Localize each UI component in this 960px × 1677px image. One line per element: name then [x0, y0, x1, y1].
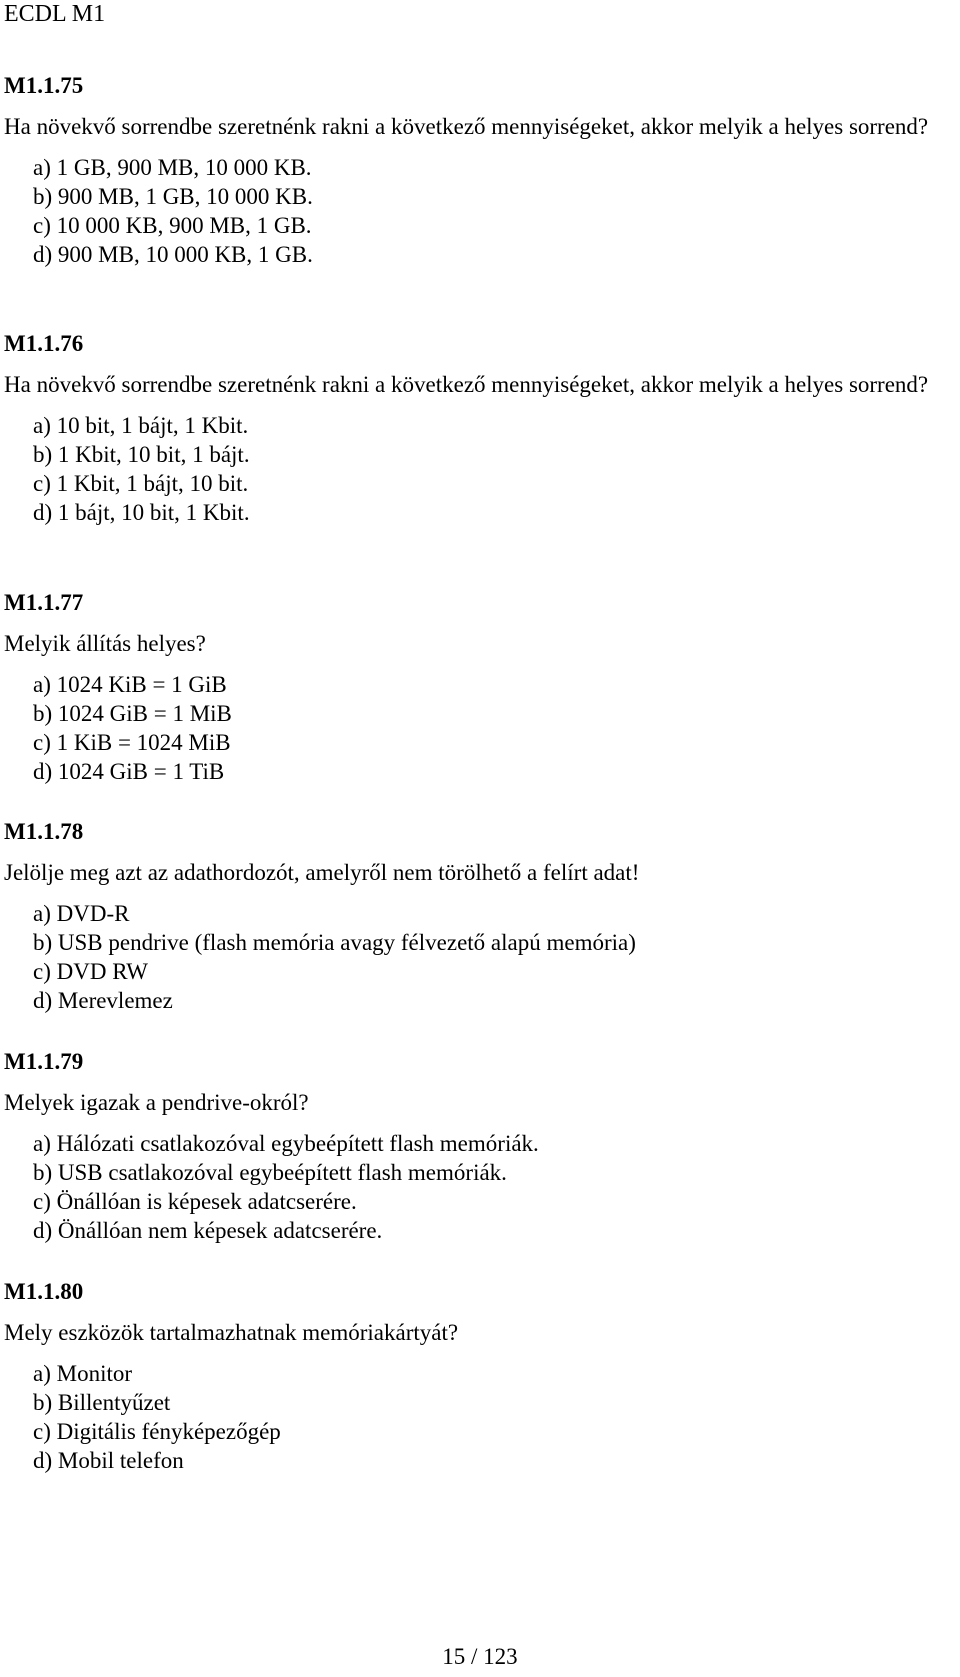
- answer-options: [4, 899, 956, 1015]
- answer-option: b) USB pendrive (flash memória avagy félvezető alapú memória): [33, 930, 636, 955]
- answer-options: [4, 1359, 956, 1475]
- answer-option: d) Merevlemez: [33, 988, 173, 1013]
- question-id: M1.1.77: [4, 590, 84, 615]
- question-text: Jelölje meg azt az adathordozót, amelyről nem törölhető a felírt adat!: [4, 860, 640, 885]
- answer-option: c) 1 KiB = 1024 MiB: [33, 730, 231, 755]
- answer-option: b) 1 Kbit, 10 bit, 1 bájt.: [33, 442, 250, 467]
- question-block: [4, 818, 956, 1015]
- answer-option: c) 10 000 KB, 900 MB, 1 GB.: [33, 213, 312, 238]
- answer-options: [4, 670, 956, 786]
- answer-option: c) Önállóan is képesek adatcserére.: [33, 1189, 357, 1214]
- page-number: 15 / 123: [442, 1644, 518, 1669]
- answer-option: b) 900 MB, 1 GB, 10 000 KB.: [33, 184, 313, 209]
- question-block: [4, 72, 956, 269]
- question-block: [4, 589, 956, 786]
- question-id: M1.1.79: [4, 1049, 84, 1074]
- answer-option: a) Hálózati csatlakozóval egybeépített flash memóriák.: [33, 1131, 539, 1156]
- answer-option: d) Önállóan nem képesek adatcserére.: [33, 1218, 383, 1243]
- answer-options: [4, 411, 956, 527]
- answer-option: a) Monitor: [33, 1361, 133, 1386]
- answer-option: d) 900 MB, 10 000 KB, 1 GB.: [33, 242, 313, 267]
- question-text: Melyek igazak a pendrive-okról?: [4, 1090, 309, 1115]
- question-text: Melyik állítás helyes?: [4, 631, 206, 656]
- answer-options: [4, 153, 956, 269]
- question-text: Ha növekvő sorrendbe szeretnénk rakni a következő mennyiségeket, akkor melyik a helyes sorrend?: [4, 372, 929, 397]
- question-text: Mely eszközök tartalmazhatnak memóriakártyát?: [4, 1320, 459, 1345]
- page-header: ECDL M1: [4, 1, 106, 27]
- answer-option: c) 1 Kbit, 1 bájt, 10 bit.: [33, 471, 249, 496]
- question-id: M1.1.80: [4, 1279, 84, 1304]
- question-id: M1.1.75: [4, 73, 84, 98]
- answer-option: a) 10 bit, 1 bájt, 1 Kbit.: [33, 413, 249, 438]
- question-block: [4, 1278, 956, 1475]
- answer-option: a) 1024 KiB = 1 GiB: [33, 672, 227, 697]
- question-block: [4, 1048, 956, 1245]
- question-text: Ha növekvő sorrendbe szeretnénk rakni a következő mennyiségeket, akkor melyik a helyes sorrend?: [4, 114, 929, 139]
- answer-option: b) USB csatlakozóval egybeépített flash memóriák.: [33, 1160, 507, 1185]
- answer-option: d) 1 bájt, 10 bit, 1 Kbit.: [33, 500, 250, 525]
- answer-option: b) Billentyűzet: [33, 1390, 171, 1415]
- answer-option: c) DVD RW: [33, 959, 148, 984]
- question-block: [4, 330, 956, 527]
- answer-option: a) DVD-R: [33, 901, 130, 926]
- answer-option: a) 1 GB, 900 MB, 10 000 KB.: [33, 155, 312, 180]
- question-id: M1.1.76: [4, 331, 84, 356]
- question-id: M1.1.78: [4, 819, 84, 844]
- answer-option: c) Digitális fényképezőgép: [33, 1419, 281, 1444]
- answer-option: d) Mobil telefon: [33, 1448, 184, 1473]
- answer-options: [4, 1129, 956, 1245]
- answer-option: d) 1024 GiB = 1 TiB: [33, 759, 225, 784]
- answer-option: b) 1024 GiB = 1 MiB: [33, 701, 232, 726]
